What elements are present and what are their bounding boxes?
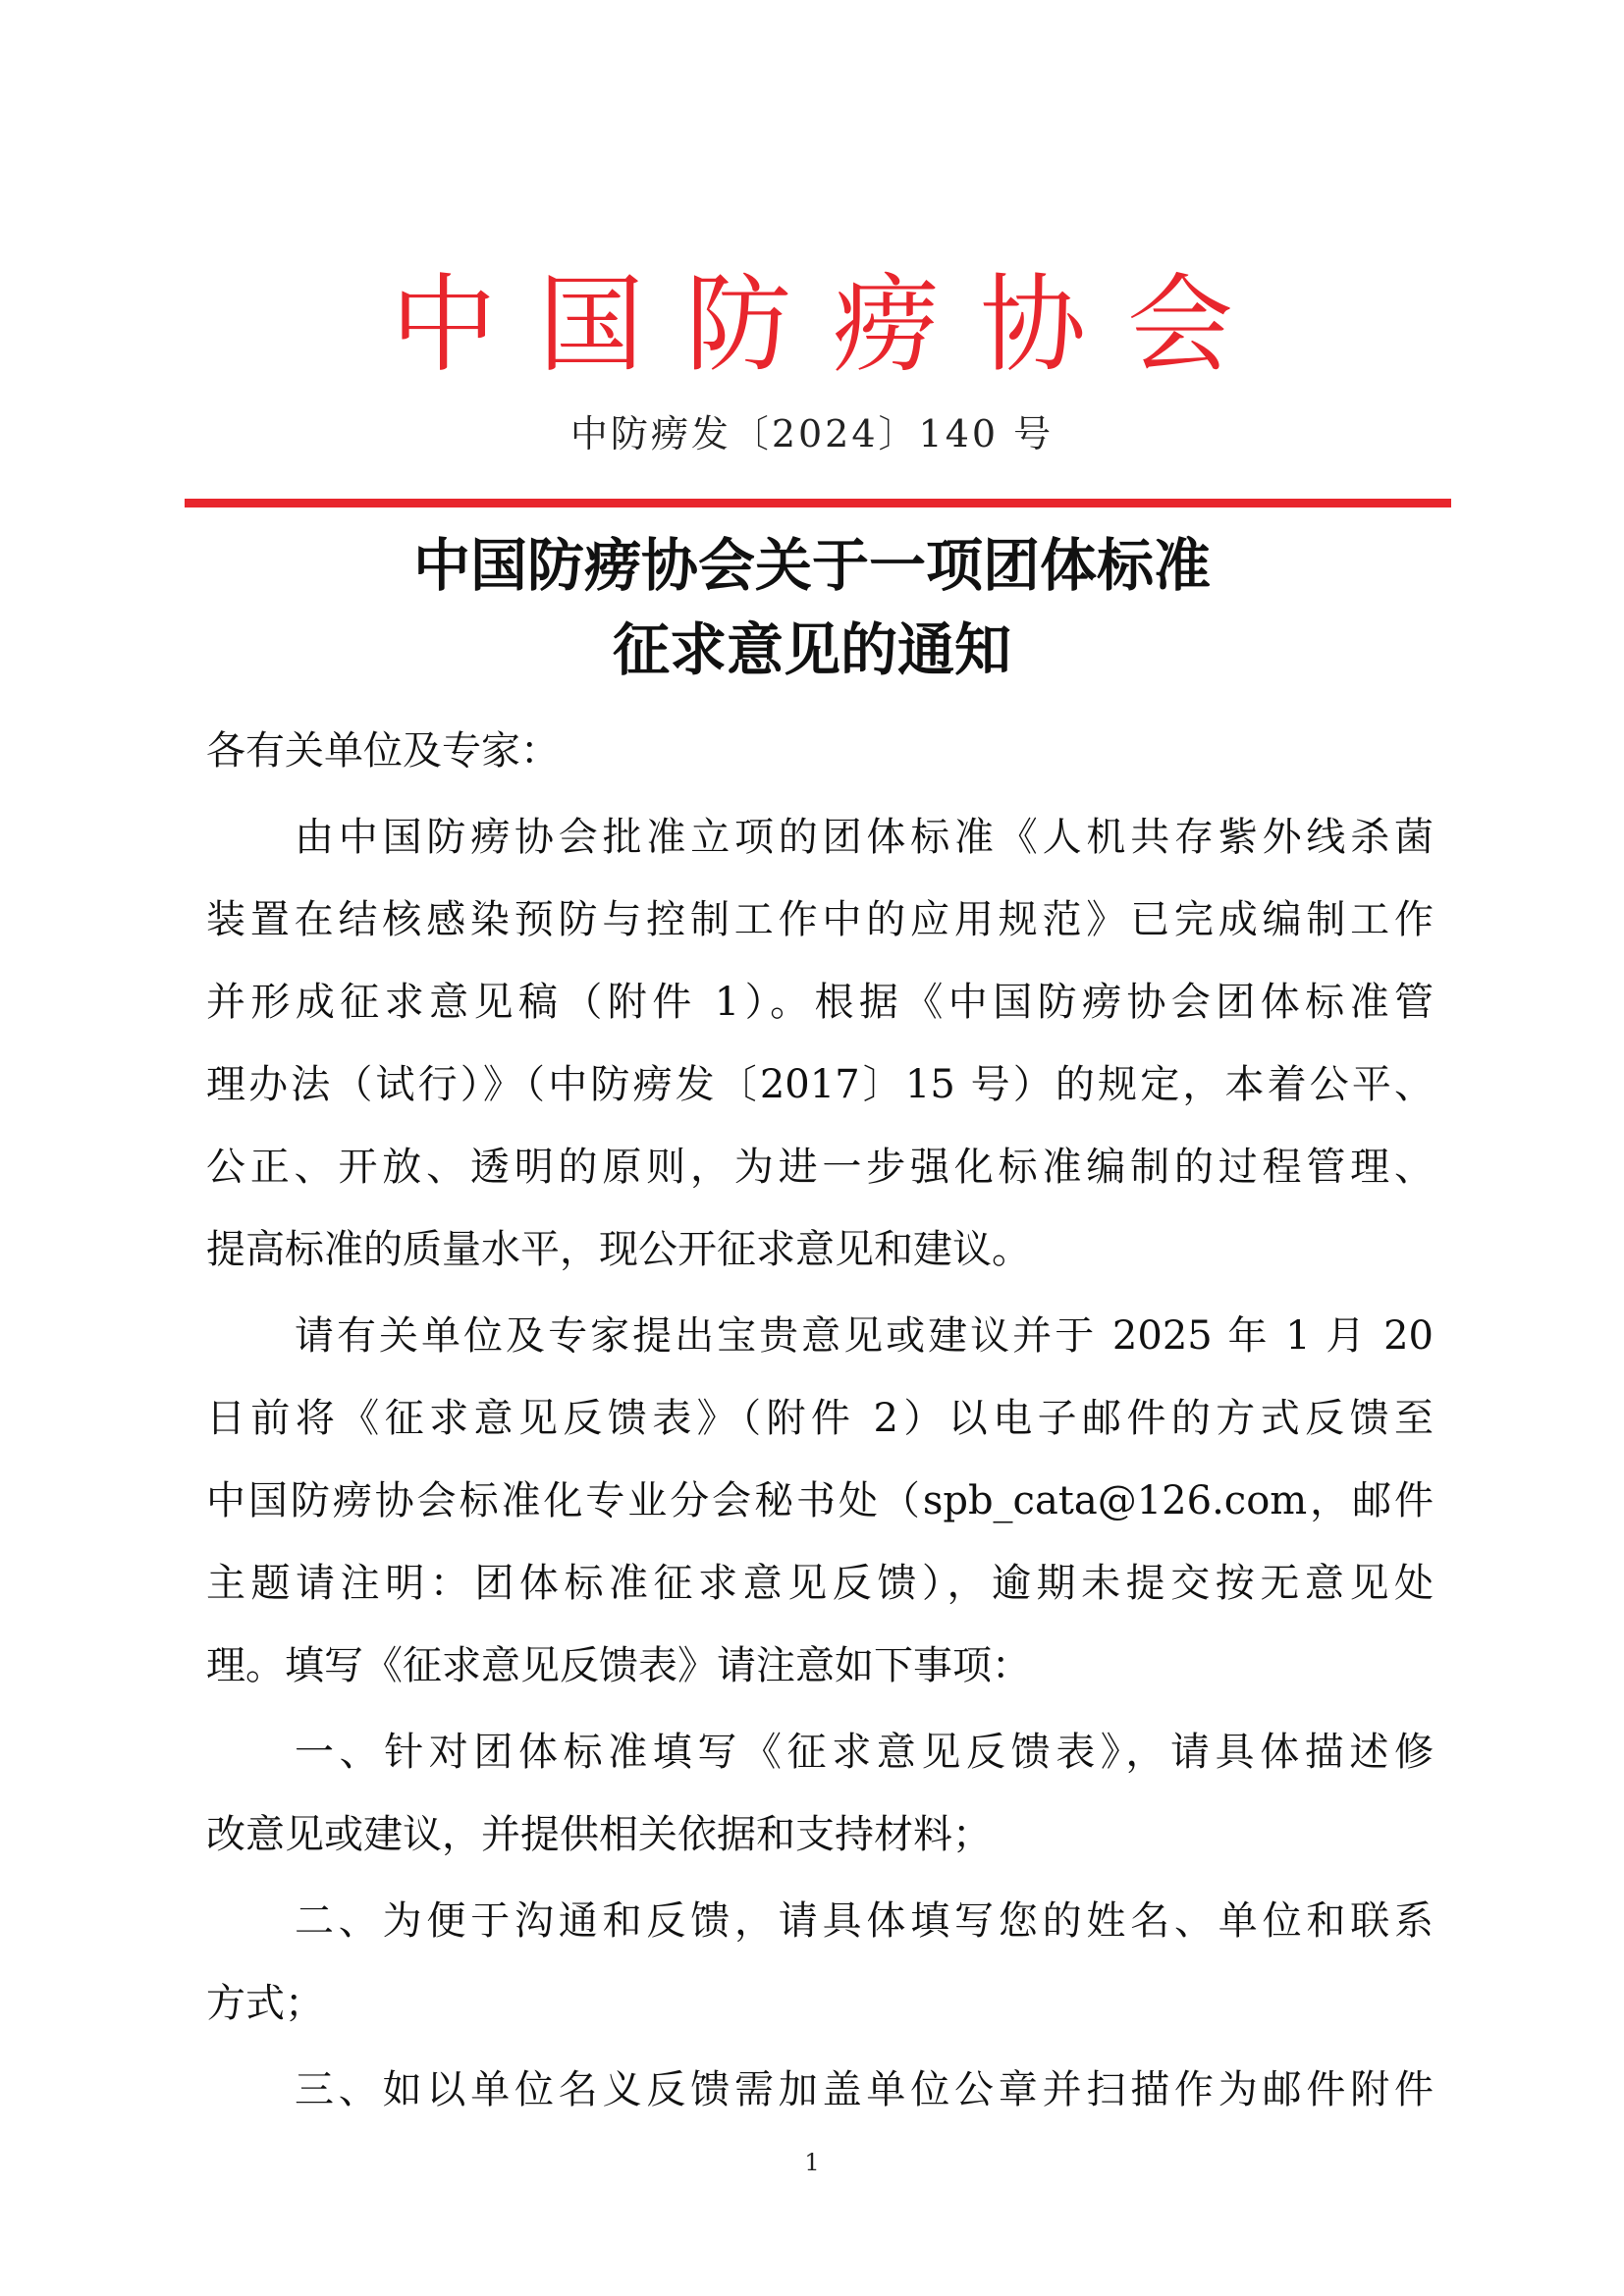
paragraph-1-line-2: 装置在结核感染预防与控制工作中的应用规范》已完成编制工作 [206, 897, 1434, 942]
paragraph-1-line-5: 公正、开放、透明的原则，为进一步强化标准编制的过程管理、 [206, 1145, 1434, 1190]
item-1-line-2: 改意见或建议，并提供相关依据和支持材料； [206, 1812, 992, 1857]
issuing-organization-header: 中国防痨协会 [390, 264, 1274, 387]
red-separator-line [185, 499, 1451, 507]
document-number: 中防痨发〔2024〕140 号 [569, 412, 1055, 455]
salutation: 各有关单位及专家： [206, 728, 560, 774]
paragraph-2-line-3: 中国防痨协会标准化专业分会秘书处（spb_cata@126.com，邮件 [206, 1478, 1434, 1523]
paragraph-2-line-5: 理。填写《征求意见反馈表》请注意如下事项： [206, 1643, 1031, 1688]
paragraph-2-line-1: 请有关单位及专家提出宝贵意见或建议并于 2025 年 1 月 20 [295, 1313, 1434, 1359]
paragraph-1-line-6: 提高标准的质量水平，现公开征求意见和建议。 [206, 1227, 1031, 1272]
item-3-line-1: 三、如以单位名义反馈需加盖单位公章并扫描作为邮件附件 [295, 2067, 1434, 2112]
paragraph-1-line-1: 由中国防痨协会批准立项的团体标准《人机共存紫外线杀菌 [295, 815, 1434, 860]
paragraph-2-line-2: 日前将《征求意见反馈表》（附件 2）以电子邮件的方式反馈至 [206, 1396, 1434, 1441]
document-title-line-1: 中国防痨协会关于一项团体标准 [412, 532, 1211, 599]
item-1-line-1: 一、针对团体标准填写《征求意见反馈表》，请具体描述修 [295, 1730, 1434, 1775]
document-title-line-2: 征求意见的通知 [612, 616, 1011, 683]
paragraph-1-line-4: 理办法（试行）》（中防痨发〔2017〕15 号）的规定，本着公平、 [206, 1062, 1434, 1107]
item-2-line-1: 二、为便于沟通和反馈，请具体填写您的姓名、单位和联系 [295, 1898, 1434, 1944]
paragraph-2-line-4: 主题请注明：团体标准征求意见反馈），逾期未提交按无意见处 [206, 1561, 1434, 1606]
item-2-line-2: 方式； [206, 1981, 324, 2026]
paragraph-1-line-3: 并形成征求意见稿（附件 1）。根据《中国防痨协会团体标准管 [206, 980, 1434, 1025]
page-number: 1 [804, 2149, 820, 2176]
